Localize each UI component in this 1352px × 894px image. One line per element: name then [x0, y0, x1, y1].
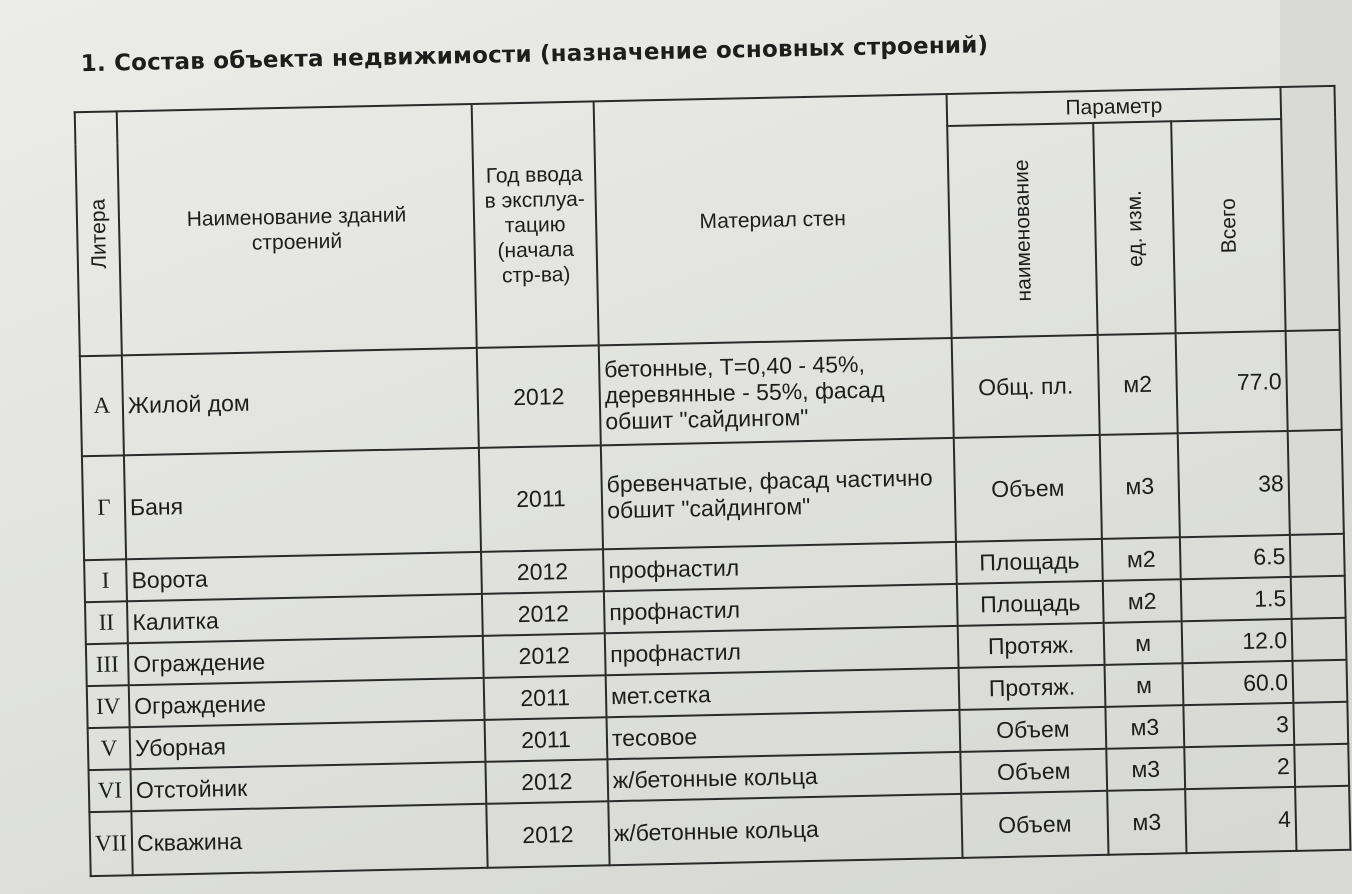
- property-table: [74, 85, 1352, 877]
- total-cell: 1.5: [1181, 577, 1292, 621]
- section-heading: 1. Состав объекта недвижимости (назначение основных строений): [80, 32, 989, 78]
- header-param-total: Всего: [1171, 119, 1285, 333]
- table-body: [80, 330, 1351, 876]
- year-cell: 2012: [481, 549, 604, 594]
- litera-cell: II: [85, 601, 128, 644]
- header-litera: Литера: [75, 111, 122, 356]
- parameter-name-cell: Площадь: [956, 539, 1103, 584]
- parameter-name-cell: Общ. пл.: [952, 335, 1100, 438]
- total-cell: 38: [1178, 431, 1290, 537]
- building-name-cell: Отстойник: [131, 762, 487, 811]
- wall-material-cell: бетонные, Т=0,40 - 45%, деревянные - 55%, фасад обшит "сайдингом": [599, 338, 954, 445]
- litera-cell: Г: [82, 455, 126, 560]
- parameter-name-cell: Объем: [954, 435, 1102, 542]
- building-name-cell: Ограждение: [128, 636, 484, 685]
- year-cell: 2011: [485, 717, 608, 762]
- edge-cell: [1291, 576, 1346, 619]
- wall-material-cell: бревенчатые, фасад частично обшит "сайдингом": [601, 438, 956, 549]
- edge-cell: [1295, 786, 1350, 851]
- header-name: Наименование зданий строений: [117, 104, 477, 355]
- edge-cell: [1286, 330, 1342, 431]
- building-name-cell: Ворота: [126, 552, 482, 601]
- header-year: Год ввода в эксплуа-тацию (начала стр-ва): [472, 101, 599, 348]
- building-name-cell: Баня: [124, 448, 481, 559]
- header-parameter: Параметр: [947, 87, 1282, 126]
- header-edge: [1280, 86, 1339, 331]
- total-cell: 2: [1184, 745, 1295, 789]
- edge-cell: [1288, 430, 1344, 535]
- year-cell: 2011: [484, 675, 607, 720]
- wall-material-cell: профнастил: [603, 542, 957, 591]
- building-name-cell: Уборная: [130, 720, 486, 769]
- parameter-name-cell: Площадь: [957, 581, 1104, 626]
- wall-material-cell: ж/бетонные кольца: [608, 794, 962, 865]
- unit-cell: м: [1105, 663, 1184, 707]
- wall-material-cell: тесовое: [607, 710, 961, 759]
- header-material: Материал стен: [594, 94, 952, 345]
- total-cell: 4: [1185, 787, 1296, 853]
- building-name-cell: Ограждение: [129, 678, 485, 727]
- unit-cell: м3: [1106, 747, 1185, 791]
- building-name-cell: Жилой дом: [122, 348, 479, 455]
- total-cell: 60.0: [1183, 661, 1294, 705]
- edge-cell: [1292, 618, 1347, 661]
- litera-cell: VII: [89, 811, 132, 876]
- edge-cell: [1293, 660, 1348, 703]
- parameter-name-cell: Объем: [959, 707, 1106, 752]
- year-cell: 2012: [483, 633, 606, 678]
- document-sheet: [40, 4, 1292, 857]
- litera-cell: I: [84, 559, 127, 602]
- litera-cell: IV: [87, 685, 130, 728]
- unit-cell: м2: [1102, 537, 1181, 581]
- unit-cell: м: [1104, 621, 1183, 665]
- litera-cell: А: [80, 355, 124, 456]
- unit-cell: м3: [1100, 433, 1180, 539]
- wall-material-cell: ж/бетонные кольца: [607, 752, 961, 801]
- litera-cell: V: [88, 727, 131, 770]
- total-cell: 6.5: [1180, 535, 1291, 579]
- litera-cell: III: [86, 643, 129, 686]
- year-cell: 2012: [477, 345, 601, 448]
- year-cell: 2011: [479, 445, 603, 552]
- edge-cell: [1290, 534, 1345, 577]
- building-name-cell: Калитка: [127, 594, 483, 643]
- litera-cell: VI: [89, 769, 132, 812]
- unit-cell: м2: [1098, 333, 1178, 435]
- year-cell: 2012: [486, 801, 609, 868]
- parameter-name-cell: Протяж.: [958, 623, 1105, 668]
- parameter-name-cell: Объем: [960, 749, 1107, 794]
- unit-cell: м3: [1107, 789, 1186, 855]
- edge-cell: [1294, 744, 1349, 787]
- total-cell: 77.0: [1176, 331, 1288, 433]
- edge-cell: [1293, 702, 1348, 745]
- unit-cell: м2: [1103, 579, 1182, 623]
- unit-cell: м3: [1105, 705, 1184, 749]
- header-param-name: наименование: [947, 123, 1097, 338]
- header-param-unit: ед. изм.: [1093, 121, 1175, 335]
- total-cell: 12.0: [1182, 619, 1293, 663]
- parameter-name-cell: Протяж.: [959, 665, 1106, 710]
- year-cell: 2012: [485, 759, 608, 804]
- wall-material-cell: мет.сетка: [606, 668, 960, 717]
- parameter-name-cell: Объем: [961, 791, 1108, 858]
- year-cell: 2012: [482, 591, 605, 636]
- wall-material-cell: профнастил: [605, 626, 959, 675]
- wall-material-cell: профнастил: [604, 584, 958, 633]
- building-name-cell: Скважина: [131, 804, 487, 875]
- total-cell: 3: [1183, 703, 1294, 747]
